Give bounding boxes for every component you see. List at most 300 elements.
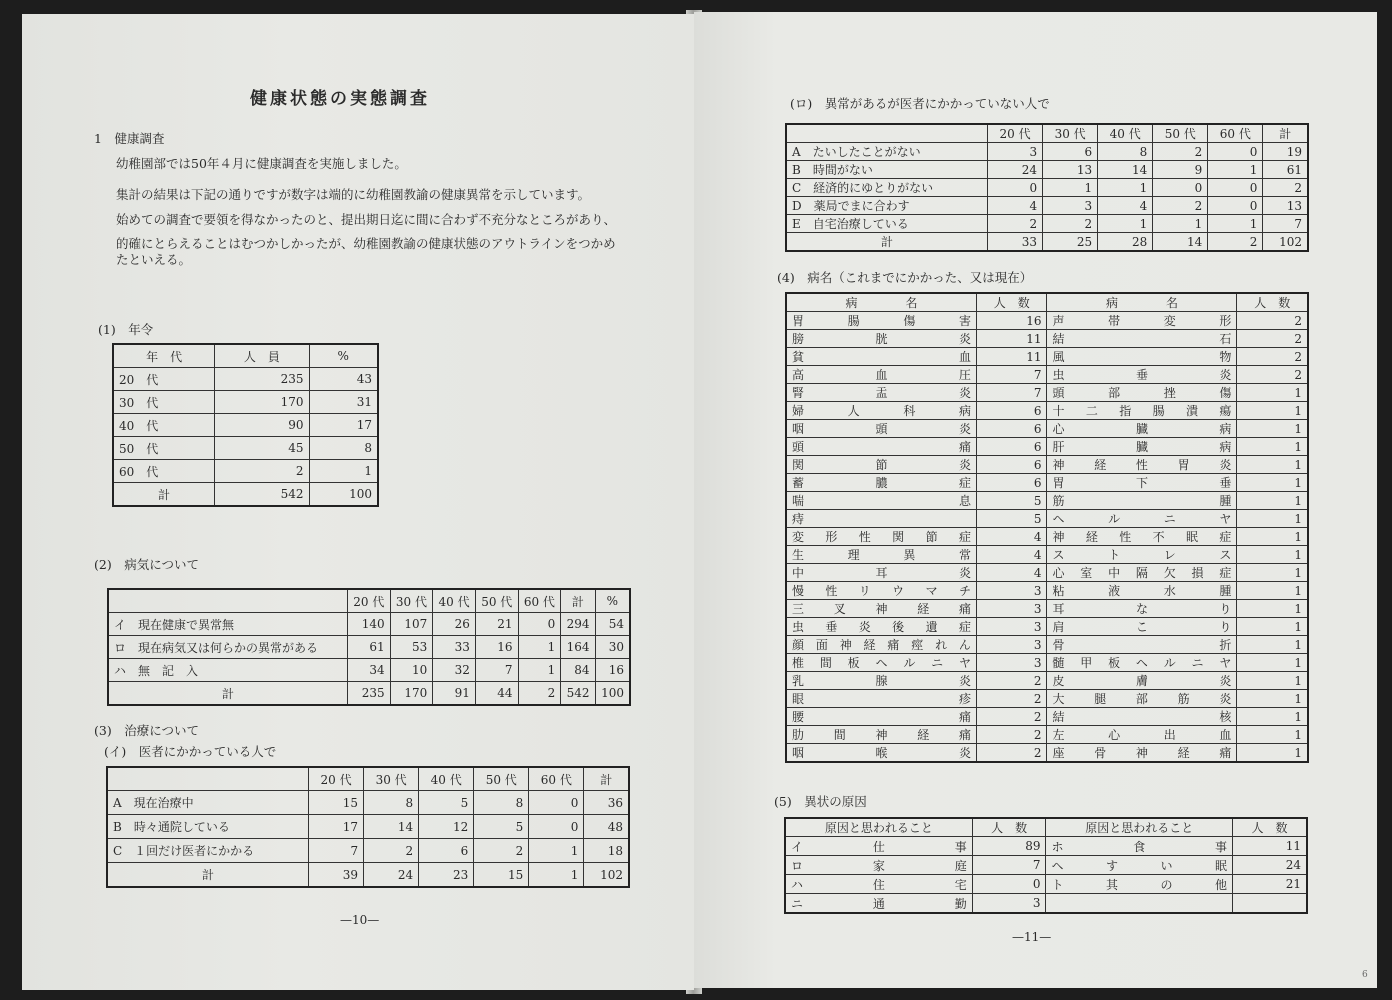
cause-count: 21: [1233, 875, 1308, 894]
table-header-cell: 30 代: [1043, 124, 1098, 143]
disease-name: ス ト レ ス: [1047, 546, 1237, 564]
disease-name: 慢 性 リ ウ マ チ: [786, 582, 977, 600]
table-cell: 21: [475, 613, 518, 636]
table-cell: 102: [584, 863, 629, 888]
disease-count: 1: [1237, 546, 1308, 564]
disease-name: 風 物: [1047, 348, 1237, 366]
treatment-heading: (3) 治療について: [94, 723, 199, 738]
table-header-cell: 50 代: [1153, 124, 1208, 143]
table-cell: 100: [595, 682, 630, 706]
disease-name: 婦 人 科 病: [786, 402, 977, 420]
disease-count: 6: [977, 438, 1047, 456]
disease-count: 1: [1237, 618, 1308, 636]
disease-count: 5: [977, 510, 1047, 528]
disease-count: 2: [1237, 348, 1308, 366]
disease-name: 頭 痛: [786, 438, 977, 456]
disease-name: 虫 垂 炎 後 遺 症: [786, 618, 977, 636]
disease-count: 1: [1237, 456, 1308, 474]
table-cell: 17: [309, 414, 378, 437]
table-header-cell: 60 代: [529, 767, 584, 791]
table-cell: 2: [215, 460, 309, 483]
table-header-row: [107, 767, 629, 791]
table-cell: 36: [584, 791, 629, 815]
table-row: [786, 564, 1308, 582]
disease-name: 咽 喉 炎: [786, 744, 977, 763]
disease-count: 1: [1237, 402, 1308, 420]
table-row: [786, 582, 1308, 600]
table-row: [786, 546, 1308, 564]
disease-name: 肋 間 神 経 痛: [786, 726, 977, 744]
table-header-cell: 40 代: [433, 589, 476, 613]
row-label: C １回だけ医者にかかる: [107, 839, 309, 863]
table-cell: 1: [309, 460, 378, 483]
table-cell: 9: [1153, 161, 1208, 179]
table-cell: 1: [1153, 215, 1208, 233]
table-cell: 61: [1263, 161, 1308, 179]
table-cell: 6: [1043, 143, 1098, 161]
disease-count: 4: [977, 564, 1047, 582]
disease-count: 2: [977, 690, 1047, 708]
table-cell: 1: [1098, 215, 1153, 233]
section-heading-health-survey: 1 健康調査: [94, 131, 165, 146]
cause-count: 0: [972, 875, 1046, 894]
table-cell: 170: [390, 682, 433, 706]
disease-count: 2: [1237, 366, 1308, 384]
table-header-cell: 60 代: [518, 589, 561, 613]
table-row: [786, 690, 1308, 708]
table-header-cell: 人 数: [1233, 818, 1308, 837]
table-cell: 48: [584, 815, 629, 839]
table-header-row: [786, 293, 1308, 312]
table-cell: 19: [1263, 143, 1308, 161]
disease-count: 1: [1237, 672, 1308, 690]
disease-name: 心 室 中 隔 欠 損 症: [1047, 564, 1237, 582]
table-header-cell: 計: [561, 589, 595, 613]
table-header-cell: %: [309, 344, 378, 368]
table-cell: 2: [1153, 197, 1208, 215]
table-row: [108, 682, 630, 706]
table-cell: 1: [518, 636, 561, 659]
table-row: [786, 384, 1308, 402]
row-label: 計: [113, 483, 215, 507]
disease-name: 変 形 性 関 節 症: [786, 528, 977, 546]
table-cell: 23: [419, 863, 474, 888]
intro-line: 始めての調査で要領を得なかったのと、提出期日迄に間に合わず不充分なところがあり、: [116, 212, 617, 227]
disease-name: 椎 間 板 ヘ ル ニ ヤ: [786, 654, 977, 672]
row-label: A 現在治療中: [107, 791, 309, 815]
table-row: [786, 348, 1308, 366]
page-number: —11—: [1012, 930, 1052, 944]
disease-count: 1: [1237, 600, 1308, 618]
table-cell: 8: [1098, 143, 1153, 161]
table-row: [785, 894, 1307, 914]
table-cell: 5: [474, 815, 529, 839]
disease-count: 1: [1237, 420, 1308, 438]
disease-name: 耳 な り: [1047, 600, 1237, 618]
table-cell: 16: [475, 636, 518, 659]
table-cell: 91: [433, 682, 476, 706]
disease-count: 3: [977, 654, 1047, 672]
disease-name: 喘 息: [786, 492, 977, 510]
disease-count: 1: [1237, 474, 1308, 492]
table-row: [786, 330, 1308, 348]
disease-name: 乳 腺 炎: [786, 672, 977, 690]
table-cell: 0: [1208, 197, 1263, 215]
page-number: —10—: [340, 913, 380, 927]
disease-name: 神 経 性 胃 炎: [1047, 456, 1237, 474]
table-row: [786, 492, 1308, 510]
cause-label: ロ 家 庭: [785, 856, 972, 875]
age-table: [112, 343, 379, 507]
table-row: [786, 456, 1308, 474]
table-cell: 2: [364, 839, 419, 863]
table-cell: 100: [309, 483, 378, 507]
table-row: [786, 402, 1308, 420]
disease-count: 2: [977, 744, 1047, 763]
disease-name: 腎 盂 炎: [786, 384, 977, 402]
disease-count: 1: [1237, 708, 1308, 726]
cause-label: ホ 食 事: [1046, 837, 1233, 856]
no-doctor-heading: (ロ) 異常があるが医者にかかっていない人で: [790, 96, 1050, 111]
disease-name: 膀 胱 炎: [786, 330, 977, 348]
disease-name: 骨 折: [1047, 636, 1237, 654]
disease-name: 声 帯 変 形: [1047, 312, 1237, 330]
table-cell: 12: [419, 815, 474, 839]
table-header-cell: 20 代: [348, 589, 391, 613]
table-cell: 0: [1208, 143, 1263, 161]
table-cell: 31: [309, 391, 378, 414]
table-row: [786, 312, 1308, 330]
table-row: [786, 618, 1308, 636]
table-cell: 0: [529, 791, 584, 815]
table-cell: 15: [309, 791, 364, 815]
table-row: [108, 659, 630, 682]
row-label: D 薬局でまに合わす: [786, 197, 988, 215]
table-cell: 2: [1043, 215, 1098, 233]
table-row: [113, 414, 378, 437]
disease-count: 1: [1237, 510, 1308, 528]
cause-count: [1233, 894, 1308, 914]
disease-count: 1: [1237, 492, 1308, 510]
corner-mark: 6: [1362, 970, 1368, 980]
disease-count: 11: [977, 348, 1047, 366]
table-header-cell: %: [595, 589, 630, 613]
table-cell: 18: [584, 839, 629, 863]
table-cell: 294: [561, 613, 595, 636]
disease-count: 3: [977, 600, 1047, 618]
table-cell: 26: [433, 613, 476, 636]
disease-count: 5: [977, 492, 1047, 510]
illness-heading: (2) 病気について: [94, 557, 199, 572]
table-row: [786, 233, 1308, 252]
table-cell: 2: [1263, 179, 1308, 197]
table-header-row: [113, 344, 378, 368]
table-cell: 3: [988, 143, 1043, 161]
table-cell: 102: [1263, 233, 1308, 252]
disease-count: 4: [977, 546, 1047, 564]
intro-line: 集計の結果は下記の通りですが数字は端的に幼稚園教諭の健康異常を示しています。: [116, 187, 591, 202]
table-row: [107, 863, 629, 888]
table-cell: 30: [595, 636, 630, 659]
intro-line: 的確にとらえることはむつかしかったが、幼稚園教諭の健康状態のアウトラインをつかめ: [116, 236, 616, 251]
cause-label: ニ 通 勤: [785, 894, 972, 914]
table-cell: 0: [988, 179, 1043, 197]
disease-count: 2: [1237, 330, 1308, 348]
table-row: [113, 368, 378, 391]
row-label: イ 現在健康で異常無: [108, 613, 348, 636]
table-cell: 14: [364, 815, 419, 839]
table-header-cell: 計: [1263, 124, 1308, 143]
page-title: 健康状態の実態調査: [250, 89, 430, 109]
table-cell: 10: [390, 659, 433, 682]
left-page: [22, 14, 694, 990]
table-header-cell: [786, 124, 988, 143]
table-cell: 84: [561, 659, 595, 682]
disease-count: 1: [1237, 384, 1308, 402]
table-row: [786, 510, 1308, 528]
table-header-cell: [108, 589, 348, 613]
table-row: [113, 460, 378, 483]
table-cell: 2: [474, 839, 529, 863]
disease-table: [785, 292, 1309, 763]
cause-label: ハ 住 宅: [785, 875, 972, 894]
table-cell: 140: [348, 613, 391, 636]
table-header-cell: [107, 767, 309, 791]
table-header-row: [108, 589, 630, 613]
disease-count: 6: [977, 474, 1047, 492]
table-cell: 170: [215, 391, 309, 414]
disease-name: 髄 甲 板 ヘ ル ニ ヤ: [1047, 654, 1237, 672]
table-cell: 3: [1043, 197, 1098, 215]
table-cell: 7: [1263, 215, 1308, 233]
table-cell: 13: [1043, 161, 1098, 179]
table-cell: 235: [215, 368, 309, 391]
table-cell: 7: [475, 659, 518, 682]
cause-label: イ 仕 事: [785, 837, 972, 856]
row-label: ハ 無 記 入: [108, 659, 348, 682]
table-header-cell: 人 数: [1237, 293, 1308, 312]
table-header-row: [786, 124, 1308, 143]
table-cell: 4: [1098, 197, 1153, 215]
disease-count: 11: [977, 330, 1047, 348]
table-cell: 2: [1208, 233, 1263, 252]
cause-label: ト 其 の 他: [1046, 875, 1233, 894]
table-cell: 7: [309, 839, 364, 863]
table-row: [786, 636, 1308, 654]
disease-count: 3: [977, 582, 1047, 600]
table-cell: 33: [988, 233, 1043, 252]
row-label: 40 代: [113, 414, 215, 437]
row-label: 20 代: [113, 368, 215, 391]
table-cell: 5: [419, 791, 474, 815]
disease-name: 肝 臓 病: [1047, 438, 1237, 456]
row-label: ロ 現在病気又は何らかの異常がある: [108, 636, 348, 659]
disease-count: 2: [977, 672, 1047, 690]
disease-count: 6: [977, 402, 1047, 420]
table-row: [786, 420, 1308, 438]
cause-count: 24: [1233, 856, 1308, 875]
table-cell: 2: [1153, 143, 1208, 161]
table-cell: 1: [529, 863, 584, 888]
table-row: [113, 483, 378, 507]
table-cell: 32: [433, 659, 476, 682]
table-row: [786, 528, 1308, 546]
table-cell: 8: [364, 791, 419, 815]
disease-name: 貧 血: [786, 348, 977, 366]
table-header-cell: 40 代: [419, 767, 474, 791]
cause-count: 89: [972, 837, 1046, 856]
table-cell: 33: [433, 636, 476, 659]
disease-name: 痔: [786, 510, 977, 528]
disease-count: 2: [1237, 312, 1308, 330]
disease-count: 2: [977, 708, 1047, 726]
disease-name: 眼 疹: [786, 690, 977, 708]
table-cell: 16: [595, 659, 630, 682]
table-row: [113, 391, 378, 414]
disease-name: 心 臓 病: [1047, 420, 1237, 438]
table-cell: 542: [561, 682, 595, 706]
row-label: 60 代: [113, 460, 215, 483]
table-header-cell: 60 代: [1208, 124, 1263, 143]
table-cell: 8: [309, 437, 378, 460]
row-label: 50 代: [113, 437, 215, 460]
disease-count: 16: [977, 312, 1047, 330]
disease-count: 1: [1237, 744, 1308, 763]
disease-name: 頭 部 挫 傷: [1047, 384, 1237, 402]
table-cell: 44: [475, 682, 518, 706]
table-cell: 2: [988, 215, 1043, 233]
table-cell: 164: [561, 636, 595, 659]
table-header-row: [785, 818, 1307, 837]
table-cell: 8: [474, 791, 529, 815]
table-header-cell: 人 数: [977, 293, 1047, 312]
disease-count: 1: [1237, 726, 1308, 744]
disease-count: 1: [1237, 438, 1308, 456]
table-row: [108, 613, 630, 636]
age-heading: (1) 年令: [98, 322, 154, 337]
table-header-cell: 50 代: [474, 767, 529, 791]
table-cell: 53: [390, 636, 433, 659]
row-label: B 時間がない: [786, 161, 988, 179]
table-row: [786, 708, 1308, 726]
cause-label: [1046, 894, 1233, 914]
table-row: [785, 837, 1307, 856]
right-page: [694, 12, 1377, 988]
table-row: [786, 672, 1308, 690]
disease-name: 大 腿 部 筋 炎: [1047, 690, 1237, 708]
table-cell: 1: [1043, 179, 1098, 197]
table-row: [785, 856, 1307, 875]
table-cell: 45: [215, 437, 309, 460]
table-row: [786, 215, 1308, 233]
table-cell: 1: [1208, 161, 1263, 179]
row-label: 30 代: [113, 391, 215, 414]
table-cell: 0: [529, 815, 584, 839]
table-cell: 1: [1208, 215, 1263, 233]
disease-name: 腰 痛: [786, 708, 977, 726]
disease-name: 筋 腫: [1047, 492, 1237, 510]
table-row: [786, 179, 1308, 197]
disease-name: 結 石: [1047, 330, 1237, 348]
table-cell: 235: [348, 682, 391, 706]
disease-name: 生 理 異 常: [786, 546, 977, 564]
treatment-table: [106, 766, 630, 888]
disease-count: 1: [1237, 654, 1308, 672]
row-label: 計: [107, 863, 309, 888]
table-cell: 90: [215, 414, 309, 437]
row-label: 計: [108, 682, 348, 706]
table-cell: 43: [309, 368, 378, 391]
row-label: A たいしたことがない: [786, 143, 988, 161]
disease-count: 3: [977, 618, 1047, 636]
table-cell: 28: [1098, 233, 1153, 252]
table-header-cell: 病 名: [786, 293, 977, 312]
table-cell: 13: [1263, 197, 1308, 215]
table-header-cell: 年 代: [113, 344, 215, 368]
table-header-cell: 30 代: [364, 767, 419, 791]
disease-count: 1: [1237, 636, 1308, 654]
table-row: [786, 474, 1308, 492]
disease-count: 1: [1237, 690, 1308, 708]
cause-heading: (5) 異状の原因: [774, 794, 867, 809]
table-cell: 17: [309, 815, 364, 839]
cause-count: 11: [1233, 837, 1308, 856]
illness-table: [107, 588, 631, 706]
disease-count: 1: [1237, 564, 1308, 582]
disease-name: 十 二 指 腸 潰 瘍: [1047, 402, 1237, 420]
cause-label: ヘ す い 眠: [1046, 856, 1233, 875]
row-label: E 自宅治療している: [786, 215, 988, 233]
disease-count: 6: [977, 420, 1047, 438]
disease-count: 3: [977, 636, 1047, 654]
table-header-cell: 20 代: [309, 767, 364, 791]
table-row: [786, 600, 1308, 618]
disease-name: 関 節 炎: [786, 456, 977, 474]
table-row: [107, 839, 629, 863]
treatment-subheading: (イ) 医者にかかっている人で: [104, 744, 277, 759]
table-cell: 24: [988, 161, 1043, 179]
table-cell: 4: [988, 197, 1043, 215]
table-cell: 1: [518, 659, 561, 682]
intro-line: 幼稚園部では50年４月に健康調査を実施しました。: [116, 156, 407, 171]
no-doctor-table: [785, 123, 1309, 252]
table-header-cell: 50 代: [475, 589, 518, 613]
table-row: [786, 143, 1308, 161]
disease-count: 4: [977, 528, 1047, 546]
disease-name: 皮 膚 炎: [1047, 672, 1237, 690]
table-header-cell: 原因と思われること: [1046, 818, 1233, 837]
table-header-cell: 人 員: [215, 344, 309, 368]
cause-count: 3: [972, 894, 1046, 914]
table-cell: 15: [474, 863, 529, 888]
table-cell: 14: [1098, 161, 1153, 179]
table-header-cell: 病 名: [1047, 293, 1237, 312]
table-cell: 24: [364, 863, 419, 888]
disease-name: 蓄 膿 症: [786, 474, 977, 492]
table-cell: 0: [518, 613, 561, 636]
table-header-cell: 計: [584, 767, 629, 791]
row-label: C 経済的にゆとりがない: [786, 179, 988, 197]
disease-count: 1: [1237, 528, 1308, 546]
table-row: [786, 366, 1308, 384]
table-header-cell: 30 代: [390, 589, 433, 613]
disease-name: 座 骨 神 経 痛: [1047, 744, 1237, 763]
table-cell: 0: [1153, 179, 1208, 197]
table-cell: 54: [595, 613, 630, 636]
disease-name: 三 叉 神 経 痛: [786, 600, 977, 618]
disease-name: 中 耳 炎: [786, 564, 977, 582]
table-row: [786, 161, 1308, 179]
